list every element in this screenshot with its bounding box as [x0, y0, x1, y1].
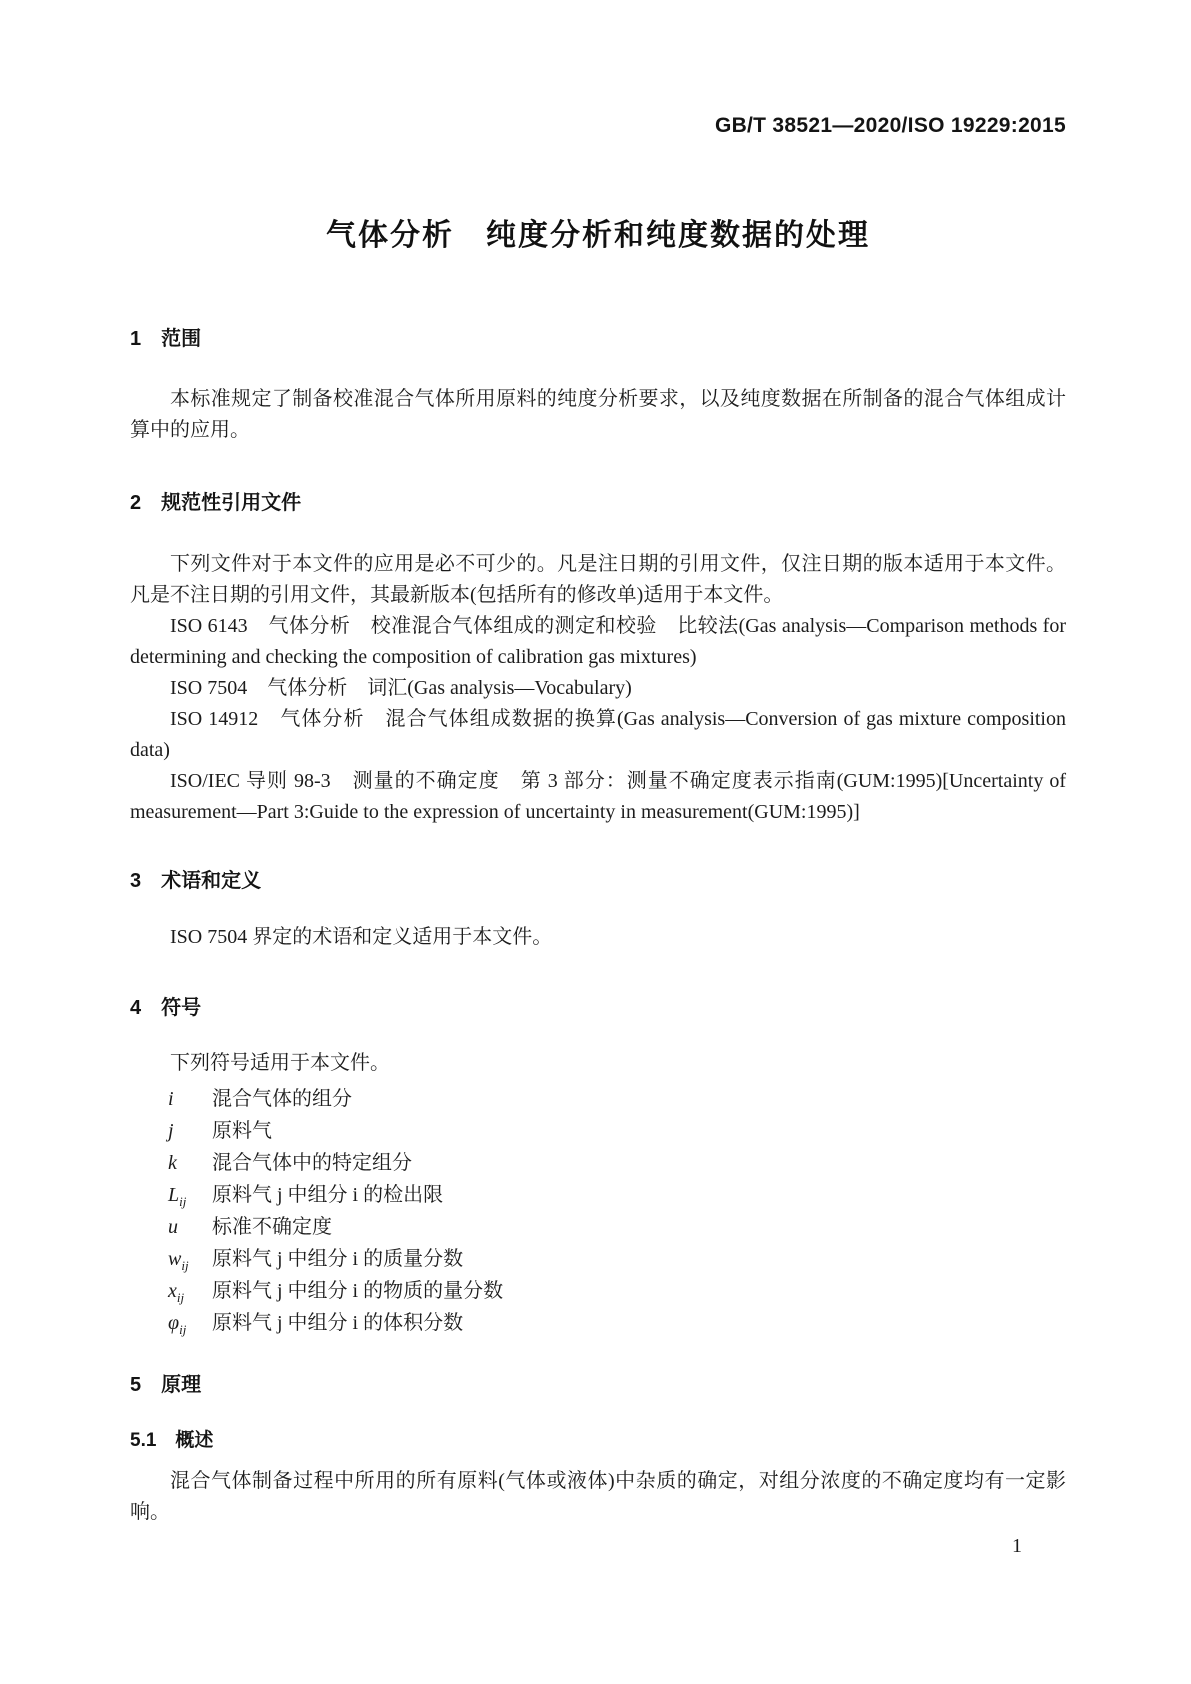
symbol-definition: 原料气 j 中组分 i 的质量分数 [212, 1248, 464, 1270]
symbol-row-wij [130, 1243, 1066, 1275]
symbol-row-Lij [130, 1179, 1066, 1211]
symbol-j: j [168, 1120, 174, 1142]
symbol-row-u [130, 1211, 1066, 1243]
symbol-definition: 混合气体的组分 [212, 1088, 352, 1110]
section-2-heading: 2 规范性引用文件 [130, 492, 302, 514]
symbol-row-k [130, 1147, 1066, 1179]
section-3-heading: 3 术语和定义 [130, 870, 262, 892]
symbol-row-phiij [130, 1307, 1066, 1339]
section-5-1-heading: 5.1 概述 [130, 1430, 214, 1451]
section-1-heading: 1 范围 [130, 328, 202, 350]
symbol-definition: 原料气 j 中组分 i 的体积分数 [212, 1312, 464, 1334]
page-number: 1 [1012, 1535, 1022, 1557]
reference-iso-iec-guide-98-3: ISO/IEC 导则 98-3 测量的不确定度 第 3 部分：测量不确定度表示指南(GUM:1995)[Uncertainty of measurement—Part 3:Guide to the expression of uncertainty in measurement(GUM:1995)] [130, 770, 1066, 823]
symbol-row-xij [130, 1275, 1066, 1307]
reference-iso-6143: ISO 6143 气体分析 校准混合气体组成的测定和校验 比较法(Gas analysis—Comparison methods for determining and checking the composition of calibration gas mixtures) [130, 615, 1066, 668]
section-1-paragraph: 本标准规定了制备校准混合气体所用原料的纯度分析要求，以及纯度数据在所制备的混合气体组成计算中的应用。 [130, 388, 1066, 441]
symbol-definition: 原料气 [212, 1120, 272, 1142]
symbol-wij: $w_{ij}$ [168, 1248, 189, 1273]
document-title: 气体分析 纯度分析和纯度数据的处理 [326, 219, 870, 252]
symbol-k: k [168, 1152, 177, 1174]
section-5-1-paragraph: 混合气体制备过程中所用的所有原料(气体或液体)中杂质的确定，对组分浓度的不确定度均有一定影响。 [130, 1470, 1066, 1523]
symbol-phiij: $\varphi_{ij}$ [168, 1312, 187, 1337]
symbol-row-i [130, 1083, 1066, 1115]
symbol-i: i [168, 1088, 174, 1110]
symbol-definition: 混合气体中的特定组分 [212, 1152, 412, 1174]
symbol-list [130, 1083, 1066, 1339]
symbol-u: u [168, 1216, 178, 1238]
standard-number-header: GB/T 38521—2020/ISO 19229:2015 [714, 114, 1066, 137]
symbol-definition: 标准不确定度 [212, 1216, 332, 1238]
symbol-row-j [130, 1115, 1066, 1147]
section-2-paragraph: 下列文件对于本文件的应用是必不可少的。凡是注日期的引用文件，仅注日期的版本适用于本文件。凡是不注日期的引用文件，其最新版本(包括所有的修改单)适用于本文件。 [130, 553, 1066, 606]
section-4-heading: 4 符号 [130, 997, 202, 1019]
section-3-paragraph: ISO 7504 界定的术语和定义适用于本文件。 [170, 926, 553, 948]
section-5-heading: 5 原理 [130, 1374, 202, 1396]
symbol-Lij: $L_{ij}$ [168, 1184, 187, 1209]
symbol-definition: 原料气 j 中组分 i 的检出限 [212, 1184, 444, 1206]
reference-iso-7504: ISO 7504 气体分析 词汇(Gas analysis—Vocabulary) [170, 677, 632, 699]
reference-iso-14912: ISO 14912 气体分析 混合气体组成数据的换算(Gas analysis—Conversion of gas mixture composition data) [130, 708, 1066, 761]
section-4-paragraph: 下列符号适用于本文件。 [170, 1052, 390, 1074]
symbol-definition: 原料气 j 中组分 i 的物质的量分数 [212, 1280, 504, 1302]
symbol-xij: $x_{ij}$ [168, 1280, 185, 1305]
